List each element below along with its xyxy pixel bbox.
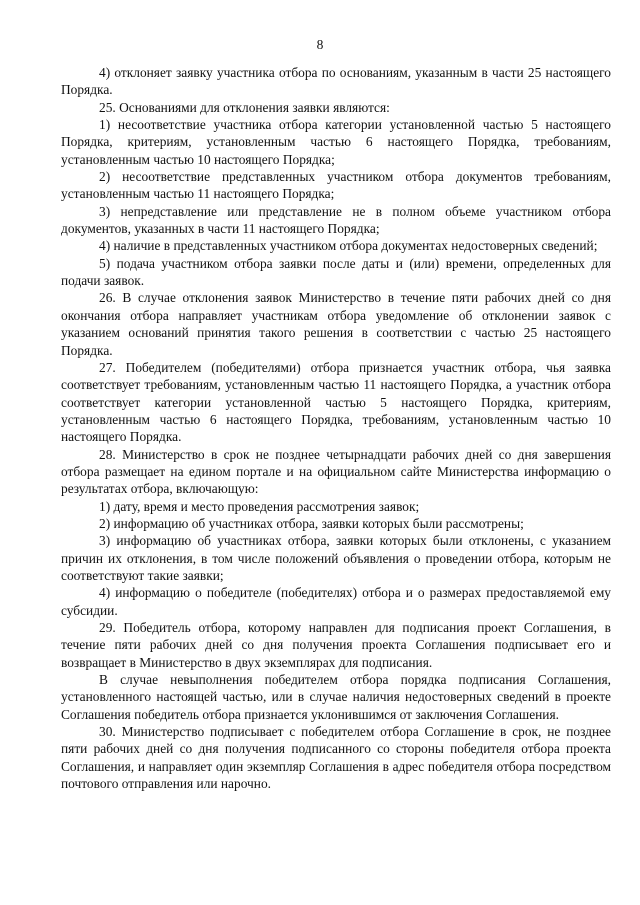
paragraph-part30: 30. Министерство подписывает с победителем отбора Соглашение в срок, не позднее пяти рабочих дней со дня получения подписанного со стороны победителя отбора проекта Соглашения, и направляет один экземпляр Соглашения в адрес победителя отбора посредством почтового отправления или нарочно. <box>61 724 611 792</box>
paragraph-part28-item3: 3) информацию об участниках отбора, заявки которых были отклонены, с указанием причин их отклонения, в том числе положений объявления о проведении отбора, которым не соответствуют такие заявки; <box>61 533 611 583</box>
paragraph-part26: 26. В случае отклонения заявок Министерство в течение пяти рабочих дней со дня окончания отбора направляет участникам отбора уведомление об отклонении заявок с указанием оснований принятия такого решения в соответствии с частью 25 настоящего Порядка. <box>61 290 611 358</box>
document-body <box>61 64 611 792</box>
paragraph-part28-item2: 2) информацию об участниках отбора, заявки которых были рассмотрены; <box>99 515 524 531</box>
paragraph-part29-continued: В случае невыполнения победителем отбора порядка подписания Соглашения, установленного настоящей частью, или в случае наличия недостоверных сведений в проекте Соглашения победитель отбора признается уклонившимся от заключения Соглашения. <box>61 672 611 722</box>
paragraph-part25-item3: 3) непредставление или представление не в полном объеме участником отбора документов, указанных в части 11 настоящего Порядка; <box>61 203 611 237</box>
page-number: 8 <box>316 37 324 52</box>
paragraph-part25-item4: 4) наличие в представленных участником отбора документах недостоверных сведений; <box>99 238 598 254</box>
paragraph-part25-item1: 1) несоответствие участника отбора категории установленной частью 5 настоящего Порядка, критериям, установленным частью 6 настоящего Порядка, требованиям, установленным частью 10 настоящего Порядка; <box>61 117 611 167</box>
paragraph-part25-item5: 5) подача участником отбора заявки после даты и (или) времени, определенных для подачи заявок. <box>61 255 611 289</box>
paragraph-part24-item4: 4) отклоняет заявку участника отбора по основаниям, указанным в части 25 настоящего Порядка. <box>61 65 611 98</box>
paragraph-part28-item4: 4) информацию о победителе (победителях) отбора и о размерах предоставляемой ему субсидии. <box>61 585 611 618</box>
paragraph-part28-item1: 1) дату, время и место проведения рассмотрения заявок; <box>99 498 420 514</box>
paragraph-part25-item2: 2) несоответствие представленных участником отбора документов требованиям, установленным частью 11 настоящего Порядка; <box>61 169 611 202</box>
paragraph-part29: 29. Победитель отбора, которому направлен для подписания проект Соглашения, в течение пяти рабочих дней со дня получения проекта Соглашения подписывает его и возвращает в Министерство в двух экземплярах для подписания. <box>61 620 611 670</box>
paragraph-part28: 28. Министерство в срок не позднее четырнадцати рабочих дней со дня завершения отбора размещает на едином портале и на официальном сайте Министерства информацию о результатах отбора, включающую: <box>61 446 611 497</box>
paragraph-part27: 27. Победителем (победителями) отбора признается участник отбора, чья заявка соответствует требованиям, установленным частью 11 настоящего Порядка, а участник отбора соответствует категории установленной частью 5 настоящего Порядка, критериям, установленным частью 6 настоящего Порядка, требованиям, установленным частью 10 настоящего Порядка. <box>61 359 611 445</box>
paragraph-part25: 25. Основаниями для отклонения заявки являются: <box>99 99 390 115</box>
